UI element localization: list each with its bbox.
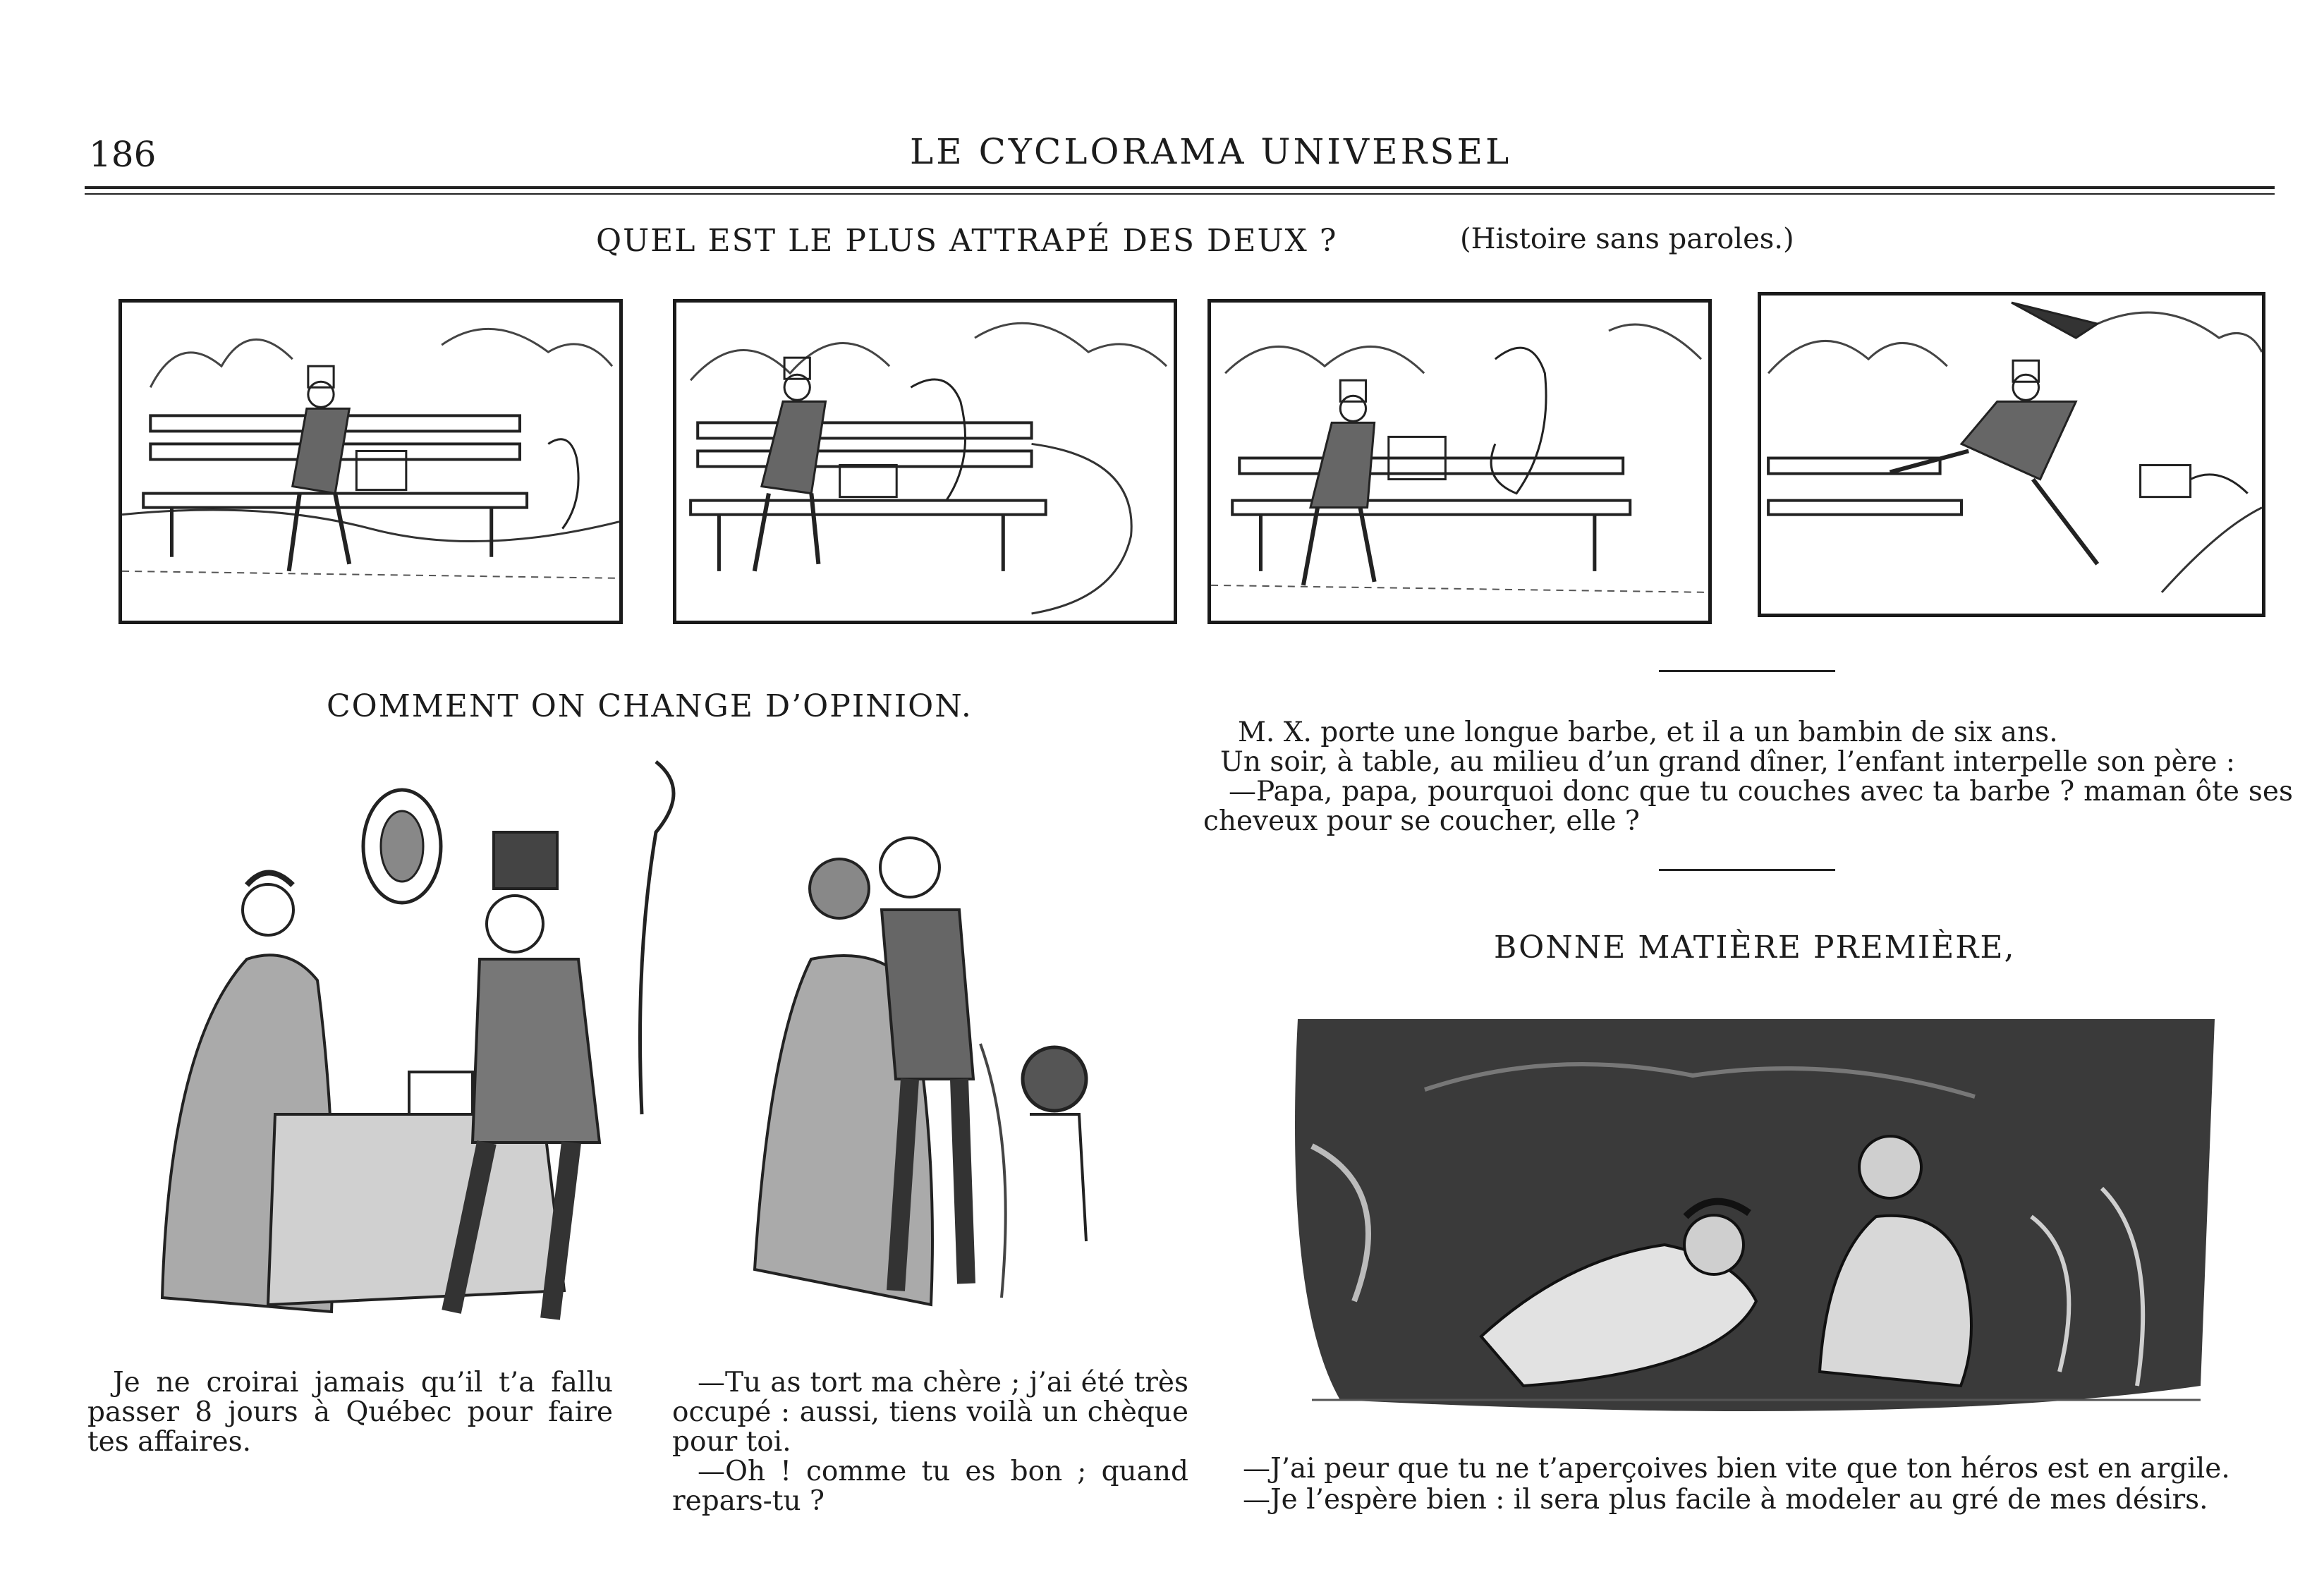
- panel-4-illustration: [1761, 295, 2262, 614]
- comic-panel-2: [673, 299, 1177, 624]
- matiere-title: BONNE MATIÈRE PREMIÈRE,: [1494, 930, 2016, 965]
- anecdote-line-2: Un soir, à table, au milieu d’un grand dîner, l’enfant interpelle son père :: [1220, 746, 2235, 778]
- page-number: 186: [89, 134, 157, 175]
- header-rule: [85, 186, 2275, 189]
- matiere-engraving: [1270, 1005, 2222, 1421]
- matiere-caption-2: —Je l’espère bien : il sera plus facile à modeler au gré de mes désirs.: [1243, 1484, 2208, 1516]
- journal-title: LE CYCLORAMA UNIVERSEL: [910, 131, 1512, 172]
- opinion-title: COMMENT ON CHANGE D’OPINION.: [327, 688, 973, 724]
- separator-bottom: [1659, 869, 1835, 871]
- comic-panel-4: [1758, 292, 2265, 617]
- anecdote-line-1: M. X. porte une longue barbe, et il a un bambin de six ans.: [1238, 717, 2058, 748]
- matiere-caption-1: —J’ai peur que tu ne t’aperçoives bien vite que ton héros est en argile.: [1243, 1453, 2230, 1485]
- header-rule-thin: [85, 193, 2275, 195]
- comic-subtitle: (Histoire sans paroles.): [1460, 223, 1794, 255]
- panel-1-illustration: [122, 303, 619, 621]
- opinion-caption-left: Je ne croirai jamais qu’il t’a fallu passer 8 jours à Québec pour faire tes affaires.: [87, 1367, 613, 1458]
- comic-title: QUEL EST LE PLUS ATTRAPÉ DES DEUX ?: [596, 223, 1338, 259]
- opinion-engraving: [148, 748, 1167, 1340]
- matiere-illustration: [1270, 1005, 2222, 1421]
- anecdote-line-3: —Papa, papa, pourquoi donc que tu couches avec ta barbe ? maman ôte ses cheveux pour se coucher, elle ?: [1203, 776, 2293, 837]
- separator-top: [1659, 670, 1835, 672]
- panel-3-illustration: [1211, 303, 1708, 621]
- opinion-caption-right-1: —Tu as tort ma chère ; j’ai été très occupé : aussi, tiens voilà un chèque pour toi.: [672, 1367, 1188, 1458]
- panel-2-illustration: [676, 303, 1174, 621]
- opinion-caption-right-2: —Oh ! comme tu es bon ; quand repars-tu ?: [672, 1456, 1188, 1517]
- comic-panel-1: [118, 299, 623, 624]
- opinion-illustration: [148, 748, 1167, 1340]
- comic-panel-3: [1207, 299, 1712, 624]
